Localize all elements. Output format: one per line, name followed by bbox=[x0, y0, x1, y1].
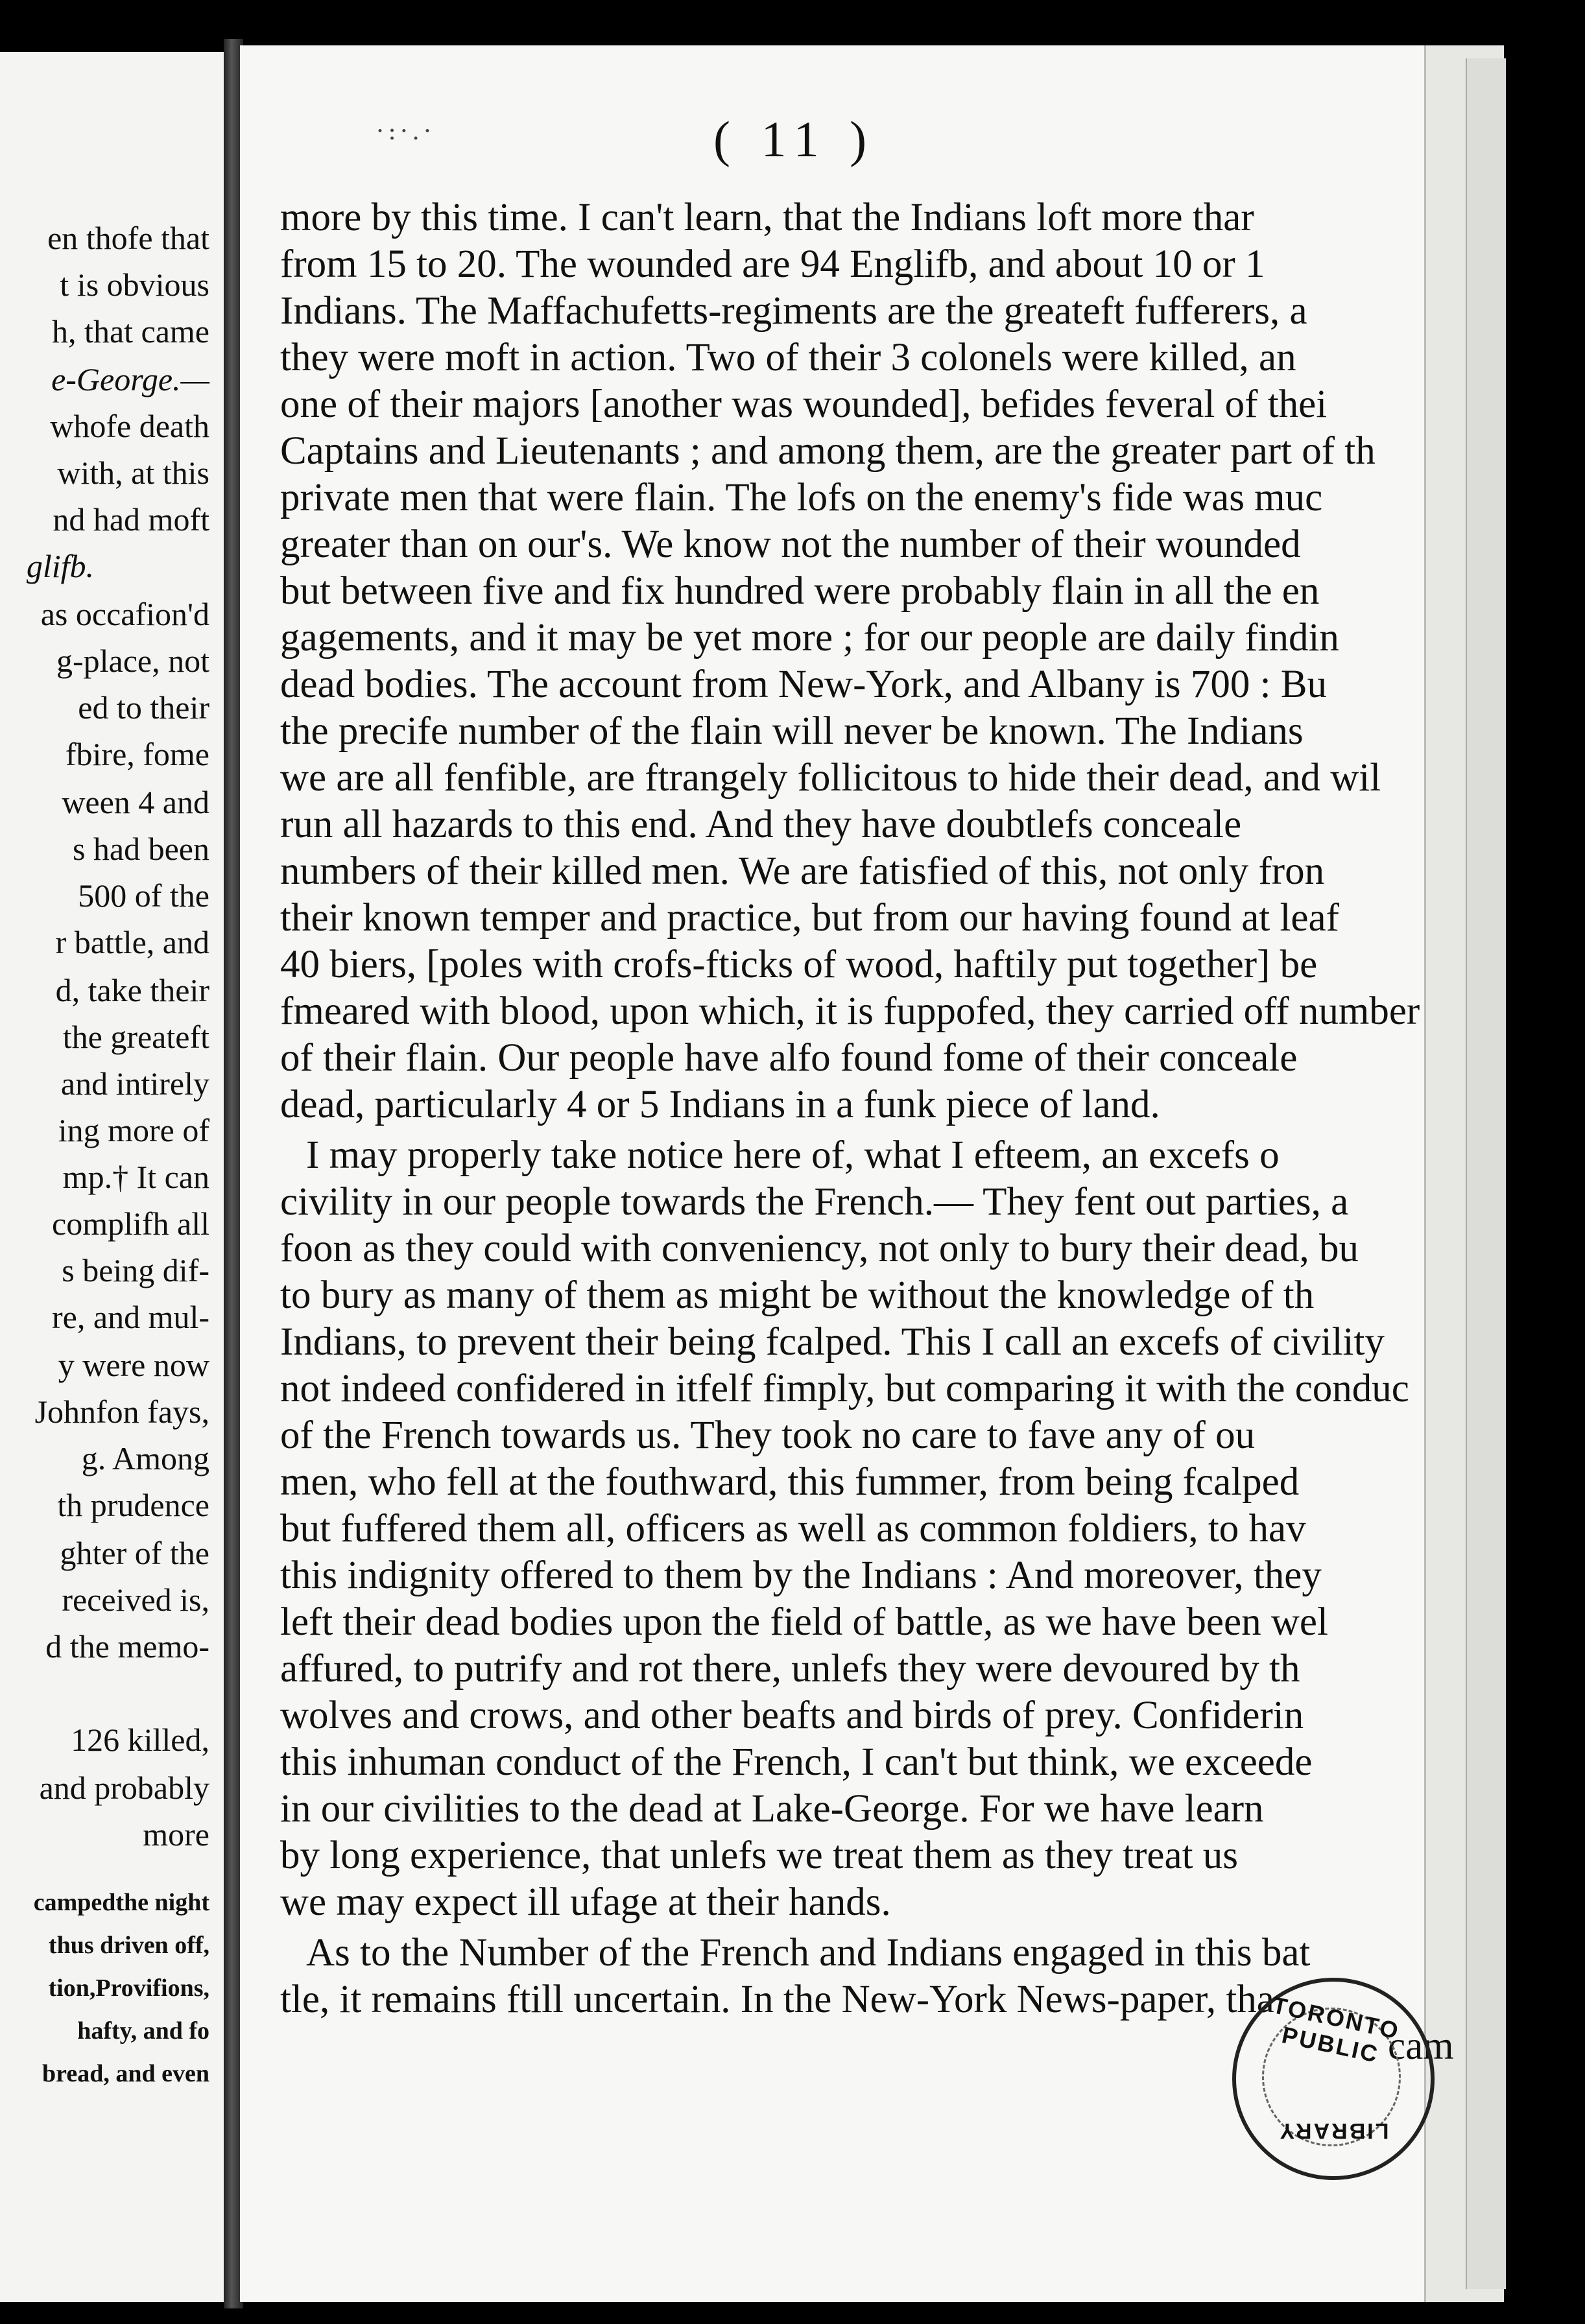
body-line: Indians, to prevent their being fcalped. This I call an excefs of civility bbox=[280, 1320, 1385, 1364]
body-line: wolves and crows, and other beafts and birds of prey. Confiderin bbox=[280, 1694, 1304, 1737]
facing-page-line: whofe death bbox=[50, 408, 209, 444]
body-line: As to the Number of the French and Indians engaged in this bat bbox=[306, 1931, 1311, 1974]
body-line: of the French towards us. They took no care to fave any of ou bbox=[280, 1414, 1256, 1457]
facing-page-line: ed to their bbox=[78, 689, 209, 726]
library-stamp bbox=[1232, 1978, 1435, 2180]
facing-page-line: nd had moft bbox=[53, 501, 209, 538]
facing-page-footnote-line: tion,Provifions, bbox=[48, 1974, 209, 2002]
facing-page-line: s being dif- bbox=[62, 1252, 209, 1288]
facing-page-line: g-place, not bbox=[56, 643, 209, 679]
body-line: 40 biers, [poles with crofs-fticks of wood, haftily put together] be bbox=[280, 943, 1318, 986]
facing-page-line: ghter of the bbox=[60, 1535, 209, 1571]
facing-page-line: ween 4 and bbox=[62, 784, 209, 820]
stamp-bottom-text: LIBRARY bbox=[1278, 2118, 1389, 2143]
facing-page-line: re, and mul- bbox=[52, 1299, 209, 1335]
ink-smudge: ·:·.· bbox=[376, 117, 436, 145]
body-line: Indians. The Maffachufetts-regiments are the greateft fufferers, a bbox=[280, 289, 1307, 333]
body-line: I may properly take notice here of, what I efteem, an excefs o bbox=[306, 1133, 1280, 1177]
body-line: but fuffered them all, officers as well as common foldiers, to hav bbox=[280, 1507, 1306, 1550]
facing-page-line: complifh all bbox=[52, 1205, 209, 1242]
body-line: dead bodies. The account from New-York, and Albany is 700 : Bu bbox=[280, 663, 1327, 706]
facing-page-line: g. Among bbox=[81, 1440, 209, 1476]
facing-page-line: and intirely bbox=[60, 1065, 209, 1102]
page-number-header: ( 11 ) bbox=[713, 111, 876, 167]
body-line: men, who fell at the fouthward, this fummer, from being fcalped bbox=[280, 1460, 1300, 1504]
body-line: private men that were flain. The lofs on the enemy's fide was muc bbox=[280, 476, 1323, 519]
facing-page-line: and probably bbox=[39, 1770, 209, 1806]
facing-page-footnote-line: thus driven off, bbox=[48, 1932, 209, 1959]
body-line: the precife number of the flain will never be known. The Indians bbox=[280, 709, 1304, 753]
facing-page-line: as occafion'd bbox=[40, 596, 209, 632]
facing-page-line: d the memo- bbox=[45, 1628, 209, 1665]
body-line: greater than on our's. We know not the number of their wounded bbox=[280, 523, 1301, 566]
body-line: fmeared with blood, upon which, it is fuppofed, they carried off number bbox=[280, 990, 1420, 1033]
facing-page-line: received is, bbox=[62, 1582, 209, 1618]
body-line: by long experience, that unlefs we treat them as they treat us bbox=[280, 1834, 1239, 1877]
body-line: in our civilities to the dead at Lake-George. For we have learn bbox=[280, 1787, 1264, 1831]
body-line: they were moft in action. Two of their 3 colonels were killed, an bbox=[280, 336, 1296, 379]
facing-page-line: d, take their bbox=[55, 972, 209, 1008]
body-line: foon as they could with conveniency, not only to bury their dead, bu bbox=[280, 1227, 1359, 1270]
body-line: more by this time. I can't learn, that the Indians loft more thar bbox=[280, 196, 1254, 239]
facing-page-footnote-line: bread, and even bbox=[42, 2060, 209, 2087]
facing-page-line: e-George.— bbox=[51, 361, 209, 397]
body-line: of their flain. Our people have alfo found fome of their conceale bbox=[280, 1036, 1298, 1080]
facing-page-line: h, that came bbox=[52, 313, 209, 350]
facing-page-line: fbire, fome bbox=[65, 736, 209, 772]
body-line: run all hazards to this end. And they have doubtlefs conceale bbox=[280, 803, 1242, 846]
body-line: their known temper and practice, but from our having found at leaf bbox=[280, 896, 1339, 940]
body-line: Captains and Lieutenants ; and among them, are the greater part of th bbox=[280, 429, 1376, 473]
catchword: cam bbox=[1388, 2024, 1454, 2068]
facing-page-line: glifb. bbox=[26, 548, 94, 584]
body-line: numbers of their killed men. We are fatisfied of this, not only fron bbox=[280, 849, 1325, 893]
facing-page-line: s had been bbox=[72, 831, 209, 867]
body-line: we are all fenfible, are ftrangely follicitous to hide their dead, and wil bbox=[280, 756, 1381, 800]
body-line: civility in our people towards the French.— They fent out parties, a bbox=[280, 1180, 1349, 1224]
facing-page-footnote-line: campedthe night bbox=[33, 1889, 209, 1916]
body-line: from 15 to 20. The wounded are 94 Englifb, and about 10 or 1 bbox=[280, 243, 1265, 286]
facing-page-line: r battle, and bbox=[55, 924, 209, 960]
body-line: but between five and fix hundred were probably flain in all the en bbox=[280, 569, 1320, 613]
facing-page-footnote-line: hafty, and fo bbox=[77, 2017, 209, 2045]
body-line: tle, it remains ftill uncertain. In the New-York News-paper, tha bbox=[280, 1978, 1274, 2021]
facing-page-line: with, at this bbox=[57, 455, 209, 491]
facing-page-line: t is obvious bbox=[60, 267, 209, 303]
facing-page-line: ing more of bbox=[58, 1112, 209, 1148]
body-line: dead, particularly 4 or 5 Indians in a funk piece of land. bbox=[280, 1083, 1160, 1126]
facing-page-fragment bbox=[0, 52, 226, 2302]
body-line: this indignity offered to them by the Indians : And moreover, they bbox=[280, 1554, 1322, 1597]
body-line: left their dead bodies upon the field of battle, as we have been wel bbox=[280, 1600, 1328, 1644]
stamp-top-text: TORONTO PUBLIC bbox=[1270, 1991, 1403, 2068]
body-line: this inhuman conduct of the French, I can't but think, we exceede bbox=[280, 1740, 1313, 1784]
facing-page-line: 126 killed, bbox=[71, 1722, 209, 1758]
body-line: to bury as many of them as might be without the knowledge of th bbox=[280, 1274, 1315, 1317]
facing-page-line: en thofe that bbox=[47, 220, 209, 256]
body-line: one of their majors [another was wounded], befides feveral of thei bbox=[280, 383, 1328, 426]
facing-page-line: Johnfon fays, bbox=[34, 1393, 209, 1430]
facing-page-line: y were now bbox=[58, 1347, 209, 1383]
body-line: gagements, and it may be yet more ; for our people are daily findin bbox=[280, 616, 1339, 659]
body-line: affured, to putrify and rot there, unlefs they were devoured by th bbox=[280, 1647, 1300, 1690]
facing-page-line: mp.† It can bbox=[62, 1159, 209, 1195]
facing-page-line: 500 of the bbox=[78, 877, 209, 914]
body-line: not indeed confidered in itfelf fimply, but comparing it with the conduc bbox=[280, 1367, 1409, 1410]
facing-page-line: th prudence bbox=[57, 1487, 209, 1523]
facing-page-line: more bbox=[143, 1816, 209, 1853]
facing-page-line: the greateft bbox=[62, 1019, 209, 1055]
body-line: we may expect ill ufage at their hands. bbox=[280, 1880, 891, 1924]
